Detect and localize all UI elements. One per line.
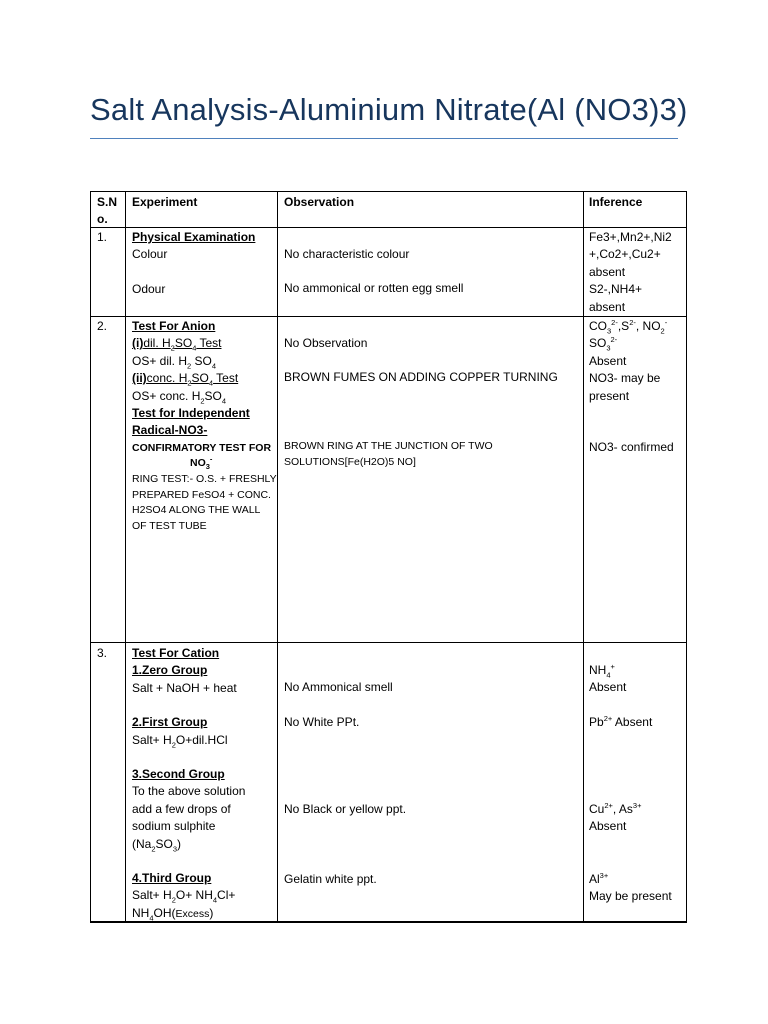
row1-inf-line3: absent bbox=[589, 264, 626, 279]
row-line-2 bbox=[90, 642, 687, 643]
row2-test-dil-a: dil. H bbox=[143, 336, 171, 351]
row2-inf-absent: Absent bbox=[589, 353, 627, 368]
row2-inf-so-sup: 2- bbox=[610, 335, 618, 345]
row3-g0: 1.Zero Group bbox=[132, 663, 208, 678]
row3-g3-1a: Salt+ H bbox=[132, 888, 172, 903]
row1-odour: Odour bbox=[132, 281, 166, 296]
row3-g3-2a: NH bbox=[132, 905, 150, 920]
row1-inf-line2: +,Co2+,Cu2+ bbox=[589, 247, 661, 262]
table-border-left bbox=[90, 191, 91, 922]
row1-obs-colour: No characteristic colour bbox=[284, 247, 410, 261]
row2-os-dil-s2: 4 bbox=[211, 361, 217, 371]
row3-inf-nh-text: NH bbox=[589, 663, 607, 677]
row3-g3-1 bbox=[132, 887, 245, 904]
row3-g2-4b: SO bbox=[155, 836, 173, 851]
row3-g2-4c: ) bbox=[177, 836, 182, 851]
row3-inf-al-sup: 3+ bbox=[599, 871, 609, 880]
row2-test-conc-a: conc. H bbox=[146, 371, 188, 386]
row2-test-conc-b: SO bbox=[191, 371, 209, 386]
row2-inf-co-sup: 2- bbox=[611, 318, 618, 327]
row2-ring-3: H2SO4 ALONG THE WALL bbox=[132, 504, 261, 517]
row2-os-dil-a: OS+ dil. H bbox=[132, 353, 188, 368]
row2-indep-1: Test for Independent bbox=[132, 406, 250, 421]
row2-inf-no-sub: 2 bbox=[660, 326, 665, 336]
row1-inf-line4: S2-,NH4+ bbox=[589, 282, 643, 297]
row2-test-conc-c: Test bbox=[213, 371, 239, 386]
row3-g1-a: Salt+ H bbox=[132, 732, 172, 747]
row3-sno: 3. bbox=[97, 646, 108, 660]
row3-g2-4s1: 2 bbox=[151, 844, 156, 854]
row3-inference-g0 bbox=[589, 662, 626, 697]
row2-heading: Test For Anion bbox=[132, 319, 216, 333]
row1-obs-odour: No ammonical or rotten egg smell bbox=[284, 281, 464, 296]
row3-inf-al-text: Al bbox=[589, 872, 600, 886]
row3-g3-2b: OH( bbox=[153, 905, 176, 920]
row3-g3-2 bbox=[132, 905, 245, 923]
row2-inf-confirmed: NO3- confirmed bbox=[589, 440, 674, 455]
row3-observation-g1: No White PPt. bbox=[284, 715, 360, 729]
row2-os-conc-s2: 4 bbox=[221, 396, 227, 406]
row1-inference bbox=[589, 229, 672, 316]
header-sno-line1: S.N bbox=[97, 195, 118, 209]
row1-heading: Physical Examination bbox=[132, 230, 256, 244]
row2-inf-maybe-2: present bbox=[589, 388, 630, 403]
row3-g2-4s2: 3 bbox=[172, 844, 178, 854]
row2-ring-4: OF TEST TUBE bbox=[132, 519, 207, 532]
row3-g2-3: sodium sulphite bbox=[132, 819, 216, 834]
row3-inf-nh-sub: 4 bbox=[606, 670, 611, 680]
row3-g2-4a: (Na bbox=[132, 836, 152, 851]
row3-g3-1b: O+ NH bbox=[175, 888, 213, 903]
row3-inf-pb bbox=[589, 714, 652, 731]
row1-colour: Colour bbox=[132, 247, 168, 262]
row2-os-conc bbox=[132, 388, 277, 405]
row2-inf-co: CO bbox=[589, 319, 607, 333]
row3-observation-g3: Gelatin white ppt. bbox=[284, 872, 377, 886]
row3-inf-pb-rest: Absent bbox=[612, 715, 653, 729]
row3-inf-cu-sup: 2+ bbox=[604, 801, 613, 810]
row2-inf-anions bbox=[589, 318, 674, 335]
row1-inf-line5: absent bbox=[589, 299, 626, 314]
row2-obs-1: No Observation bbox=[284, 336, 368, 350]
row2-sno: 2. bbox=[97, 319, 108, 333]
header-sno bbox=[97, 194, 117, 229]
row3-inf-pb-sup: 2+ bbox=[603, 714, 613, 723]
col-line-2 bbox=[277, 191, 278, 922]
header-experiment: Experiment bbox=[132, 195, 198, 209]
row-line-1 bbox=[90, 316, 687, 317]
row3-inf-g0-absent: Absent bbox=[589, 680, 627, 695]
row2-test-dil-b: SO bbox=[174, 336, 193, 351]
row3-inf-pb-text: Pb bbox=[589, 715, 604, 729]
row3-g3: 4.Third Group bbox=[132, 871, 212, 886]
row2-inf-so bbox=[589, 335, 674, 352]
row2-os-dil-s1: 2 bbox=[187, 361, 192, 371]
row3-inf-nh bbox=[589, 662, 626, 679]
row3-g0-test: Salt + NaOH + heat bbox=[132, 680, 237, 695]
row2-test-dil-c: Test bbox=[196, 336, 222, 351]
row1-sno: 1. bbox=[97, 230, 108, 244]
header-sno-line2: o. bbox=[97, 212, 108, 227]
row2-os-dil bbox=[132, 353, 277, 370]
row3-g1: 2.First Group bbox=[132, 715, 208, 730]
row2-test-dil-num: (i) bbox=[132, 336, 144, 351]
row2-confirm-sub: 3 bbox=[205, 462, 210, 472]
row2-test-dil bbox=[132, 335, 277, 352]
row3-inf-cu-as bbox=[589, 801, 641, 818]
row3-inf-cu: Cu bbox=[589, 802, 605, 816]
row2-obs-3: BROWN RING AT THE JUNCTION OF TWO bbox=[284, 439, 493, 452]
row1-inf-line1: Fe3+,Mn2+,Ni2 bbox=[589, 230, 672, 244]
row2-inf-maybe-1: NO3- may be bbox=[589, 371, 661, 386]
row2-os-dil-b: SO bbox=[191, 353, 212, 368]
row3-inference-g1 bbox=[589, 714, 652, 731]
row2-inf-no-sup: - bbox=[664, 318, 668, 327]
row1-experiment bbox=[132, 229, 255, 298]
row2-obs-4: SOLUTIONS[Fe(H2O)5 NO] bbox=[284, 456, 416, 469]
row2-ring-2: PREPARED FeSO4 + CONC. bbox=[132, 488, 271, 501]
row3-g2-4 bbox=[132, 836, 245, 853]
row2-confirm-2 bbox=[132, 456, 277, 472]
row3-inference-g2 bbox=[589, 801, 641, 836]
row3-g3-1s: 2 bbox=[171, 895, 176, 905]
row2-experiment bbox=[132, 318, 277, 534]
row2-os-conc-b: SO bbox=[204, 388, 222, 403]
row3-g2: 3.Second Group bbox=[132, 767, 225, 782]
row2-inf-so-text: SO bbox=[589, 336, 607, 351]
row3-observation-g2: No Black or yellow ppt. bbox=[284, 802, 407, 816]
header-observation: Observation bbox=[284, 195, 355, 209]
row3-g2-2: add a few drops of bbox=[132, 801, 231, 816]
row2-test-conc bbox=[132, 370, 277, 387]
row3-g1-b: O+dil.HCl bbox=[175, 732, 228, 747]
row3-inf-as: , As bbox=[612, 802, 633, 816]
row2-test-dil-s2: 4 bbox=[192, 343, 197, 353]
row2-ring-1: RING TEST:- O.S. + FRESHLY bbox=[132, 473, 277, 486]
row1-observation bbox=[284, 246, 463, 298]
row2-os-conc-s1: 2 bbox=[200, 396, 205, 406]
row-line-header bbox=[90, 227, 687, 228]
row2-inf-co-sub: 3 bbox=[607, 326, 612, 336]
row2-inf-s-sup: 2- bbox=[629, 318, 636, 327]
row2-test-conc-s1: 2 bbox=[187, 378, 192, 388]
row3-g3-1c: Cl+ bbox=[217, 888, 236, 903]
row2-inf-s: ,S bbox=[617, 319, 630, 333]
row2-test-conc-num: (ii) bbox=[132, 371, 147, 386]
row3-experiment bbox=[132, 645, 245, 922]
header-inference: Inference bbox=[589, 195, 643, 209]
row2-confirm-sup: - bbox=[209, 454, 213, 464]
row3-heading: Test For Cation bbox=[132, 646, 220, 660]
row2-os-conc-a: OS+ conc. H bbox=[132, 388, 201, 403]
row3-g3-1s2: 4 bbox=[212, 895, 218, 905]
col-line-1 bbox=[125, 191, 126, 922]
row3-g3-2c: Excess bbox=[175, 907, 210, 920]
page-title: Salt Analysis-Aluminium Nitrate(Al (NO3)3) bbox=[90, 92, 688, 127]
table-border-right bbox=[686, 191, 687, 922]
row3-g3-2s: 4 bbox=[149, 913, 154, 923]
col-line-3 bbox=[583, 191, 584, 922]
row3-inf-g2-absent: Absent bbox=[589, 819, 627, 834]
row3-inference-g3 bbox=[589, 871, 672, 906]
row3-inf-al bbox=[589, 871, 672, 888]
row2-observation bbox=[284, 335, 558, 471]
row2-inf-so-sub: 3 bbox=[606, 343, 611, 353]
row3-inf-al-maybe: May be present bbox=[589, 889, 672, 904]
row3-inf-as-sup: 3+ bbox=[632, 801, 642, 810]
row3-observation-g0: No Ammonical smell bbox=[284, 680, 393, 694]
row3-g3-2d: ) bbox=[209, 905, 214, 920]
table-border-top bbox=[90, 191, 687, 192]
row3-g2-1: To the above solution bbox=[132, 784, 246, 799]
title-underline bbox=[90, 138, 678, 139]
row2-test-conc-s2: 4 bbox=[208, 378, 214, 388]
row2-test-dil-s1: 2 bbox=[170, 343, 175, 353]
row3-g1-sub: 2 bbox=[171, 740, 176, 750]
row3-g1-test bbox=[132, 732, 245, 749]
row2-inf-no: , NO bbox=[635, 319, 661, 333]
row2-confirm-1: CONFIRMATORY TEST FOR bbox=[132, 441, 272, 454]
row2-indep-2: Radical-NO3- bbox=[132, 423, 208, 438]
row2-confirm-no: NO bbox=[190, 457, 206, 470]
row2-obs-2: BROWN FUMES ON ADDING COPPER TURNING bbox=[284, 370, 558, 385]
row3-inf-nh-sup: + bbox=[610, 662, 615, 671]
row2-inference bbox=[589, 318, 674, 456]
